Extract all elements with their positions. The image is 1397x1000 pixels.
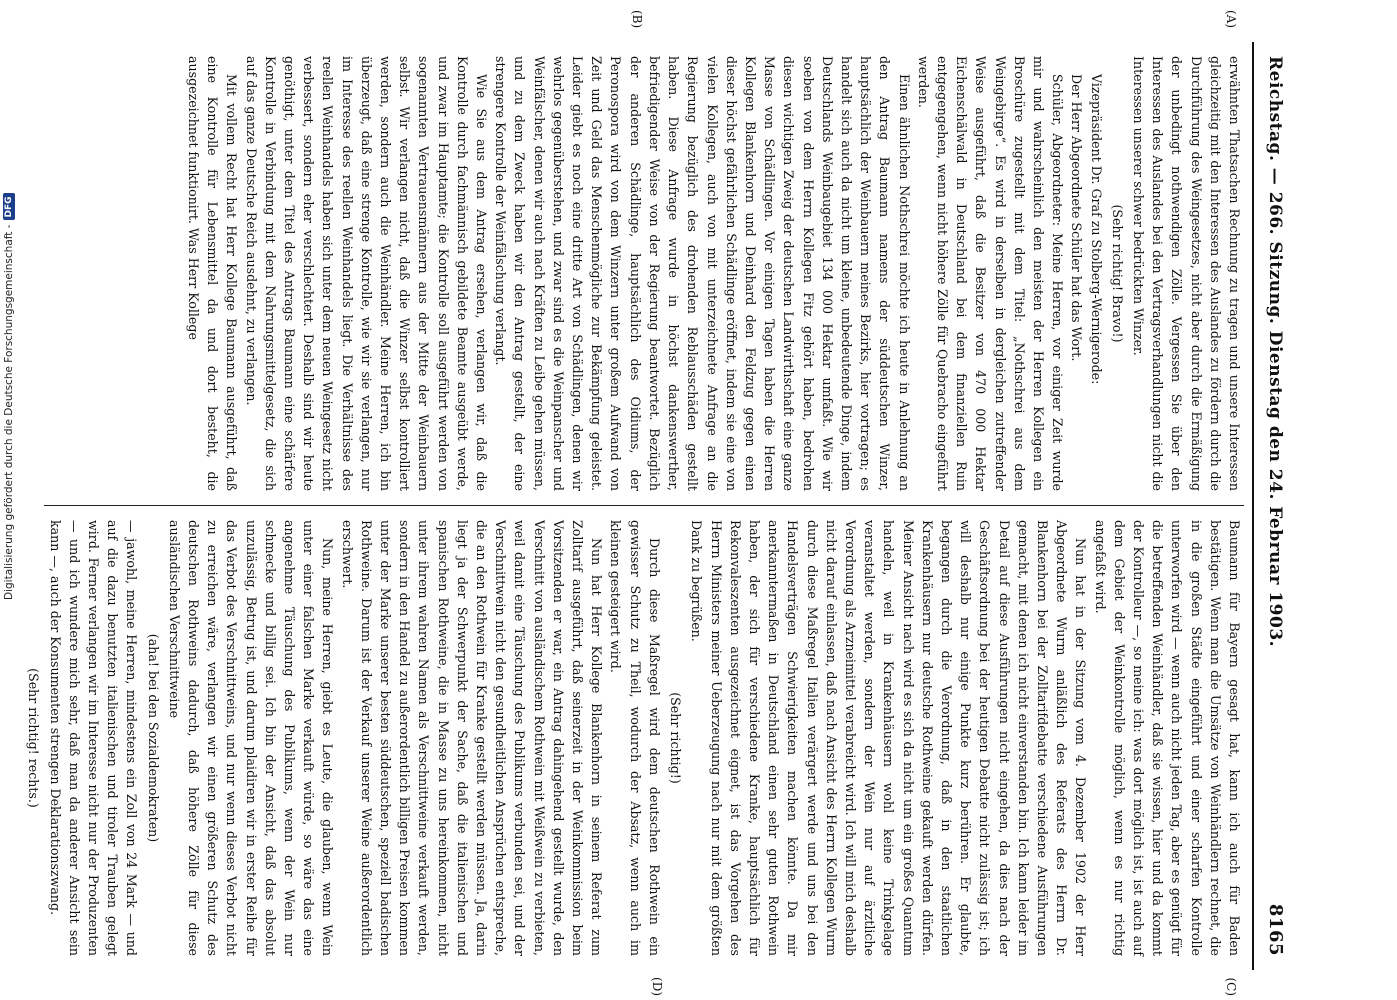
credit-text: Digitalisierung gefördert durch die Deutsche Forschungsgemeinschaft - [3, 224, 15, 600]
paragraph: Wie Sie aus dem Antrag ersehen, verlangen wir, daß die Kontrolle durch fachmännisch gebildete Beamte ausgeübt werde, und zwar im Hauptamte; die Kontrolle soll ausgeführt werden von sogenannten Vertrauensmännern aus der Mitte der Weinbauern selbst. Wir verlangen nicht, daß die Winzer selbst kontrolliert werden, sondern auch die Weinhändler. Meine Herren, ich bin überzeugt, daß eine strenge Kontrolle, wie wir sie verlangen, nur im Interesse des reellen Weinhandels liegt. Die Verhältnisse des reellen Weinhandels haben sich unter dem neuen Weingesetz nicht verbessert, sondern eher verschlechtert. Deshalb sind wir heute genöthigt, unter dem Titel des Antrags Baumann eine schärfere Kontrolle in Verbindung mit dem Nahrungsmittelgesetz, die sich auf das ganze Deutsche Reich ausdehnt, zu verlangen. [243, 56, 490, 491]
applause: (Sehr richtig! Bravo!) [1109, 204, 1125, 343]
applause: (Sehr richtig!) [668, 692, 684, 784]
paragraph: Der Herr Abgeordnete Schüler hat das Wort. [1069, 74, 1085, 362]
paragraph: Nun hat in der Sitzung vom 4. Dezember 1902 der Herr Abgeordnete Wurm anläßlich des Referats des Herrn Dr. Blankenhorn bei der Zolltarifdebatte verschiedene Ausführungen gemacht, mit denen ich nicht einverstanden bin. Ich kann leider im Detail auf diese Ausführungen nicht eingehen, da dies nach der Geschäftsordnung bei der heutigen Debatte nicht zulässig ist; ich will deshalb nur einige Punkte kurz berühren. Er glaubte, begangen durch die Verordnung, daß in den staatlichen Krankenhäusern nur deutsche Rothweine gekauft werden dürfen. Meiner Ansicht nach wird es sich da nicht um ein großes Quantum handeln, weil in Krankenhäusern wohl keine Trinkgelage veranstaltet werden, sondern der Wein nur auf ärztliche Verordnung als Arzneimittel verabreicht wird. Ich will mich deshalb nicht darauf einlassen, daß nach Ansicht des Herrn Kollegen Wurm durch diese Maßregel Italien verärgert werde und uns bei den Handelsverträgen Schwierigkeiten machen könnte. Da mir anerkanntermaßen in Deutschland einen sehr guten Rothwein haben, der sich für verschiedene Kranke, hauptsächlich für Rekonvaleszenten ausgezeichnet eignet, ist das Vorgehen des Herrn Ministers meiner Ueberzeugung nach nur mit dem größten Dank zu begrüßen. [689, 520, 1089, 956]
interjection: (aha! bei den Sozialdemokraten) [145, 633, 161, 843]
header-title: Reichstag. — 266. Sitzung. Dienstag den 24. Februar 1903. [1265, 56, 1285, 648]
paragraph: Einen ähnlichen Nothschrei möchte ich heute in Anlehnung an den Antrag Baumann namens der süddeutschen Winzer, hauptsächlich der Weinbauern meines Bezirks, hier vortragen; es handelt sich auch da nicht um kleine, unbedeutende Dinge, indem Deutschlands Weinbaugebiet 134 000 Hektar umfaßt. Wie wir soeben von dem Herrn Kollegen Fitz gehört haben, bedrohen diesen wichtigen Zweig der deutschen Landwirthschaft eine ganze Masse von Schädlingen. Vor einigen Tagen haben die Herren Kollegen Blankenhorn und Deinhard den Feldzug gegen einen dieser höchst gefährlichen Schädlinge eröffnet, indem sie eine von vielen Kollegen, auch von mit unterzeichnete Anfrage an die Regierung bezüglich des drohenden Reblausschäden gestellt haben. Diese Anfrage wurde in höchst dankenswerther, befriedigender Weise von der Regierung beantwortet. Bezüglich der anderen Schädlinge, hauptsächlich des Oidiums, der Peronospora wird von dem Winzern unter großem Aufwand von Zeit und Geld das Menschenmögliche zur Bekämpfung geleistet. Leider giebt es noch eine dritte Art von Schädlingen, denen wir wehrlos gegenüberstehen, und zwar sind es die Weinpanscher und Weinfälscher, denen wir auch nach Kräften zu Leibe gehen müssen, und zu dem Zweck haben wir den Antrag gestellt, der eine strengere Kontrolle der Weinfälschung verlangt. [493, 56, 912, 491]
margin-marker-c: (C) [1224, 977, 1238, 996]
scanned-page [10, 0, 1300, 1000]
paragraph: erwähnten Thatsachen Rechnung zu tragen und unsere Interessen gleichzeitig mit den Interessen des Auslandes zu fördern durch die Durchführung des Weingesetzes, nicht aber durch die Ermäßigung der unbedingt nothwendigen Zölle. Vergessen Sie über den Interessen des Auslandes bei den Vertragsverhandlungen nicht die Interessen unserer schwer bedrückten Winzer. [1130, 56, 1242, 491]
left-column [44, 42, 1244, 506]
paragraph: — jawohl, meine Herren, mindestens ein Zoll von 24 Mark — und auf die dazu benutzten italienischen und tiroler Trauben gelegt wird. Ferner verlangen wir im Interesse nicht nur der Produzenten — und ich wundere mich sehr, daß man da anderer Ansicht sein kann —, auch der Konsumenten strengen Deklarationszwang. [47, 520, 140, 956]
paragraph: Nun hat Herr Kollege Blankenhorn in seinem Referat zum Zolltarif ausgeführt, daß seinerzeit in der Weinkommission beim Vorsitzenden er war, ein Antrag dahingehend gestellt wurde, den Verschnitt von ausländischem Rothwein mit Weißwein zu verbieten, weil damit eine Täuschung des Publikums verbunden sei, und der Verschnittwein nicht den gesundheitlichen Ansprüchen entspreche, die an den Rothwein für Kranke gestellt werden müssen. Ja, darin liegt ja der Schwerpunkt der Sache, daß die italienischen und spanischen Rothweine, die in Masse zu uns hereinkommen, nicht unter ihrem wahren Namen als Verschnittweine verkauft werden, sondern in den Handel zu außerordentlich billigen Preisen kommen unter der Marke unserer besten süddeutschen, speziell badischen Rothweine. Darum ist der Verkauf unserer Weine außerordentlich erschwert. [339, 520, 605, 956]
right-column [26, 506, 1244, 970]
speaker-line: Vizepräsident Dr. Graf zu Stolberg-Wernigerode: [1088, 74, 1104, 385]
page-header [1252, 42, 1286, 970]
paragraph: Mit vollem Recht hat Herr Kollege Baumann ausgeführt, daß eine Kontrolle für Lebensmittel da und dort besteht, die ausgezeichnet funktionirt. Was Herr Kollege [186, 56, 240, 491]
margin-marker-b: (B) [630, 10, 644, 29]
page-number: 8165 [1265, 903, 1286, 956]
margin-marker-d: (D) [650, 977, 664, 996]
margin-marker-a: (A) [1224, 10, 1238, 29]
paragraph: Baumann für Bayern gesagt hat, kann ich auch für Baden bestätigen. Wenn man die Umsätze von Weinhändlern rechnet, die in die großen Städte eingeführt und einer scharfen Kontrolle unterworfen wird — wenn auch nicht jeden Tag, aber es genügt für die betreffenden Weinhändler, daß sie wissen, hier und da kommt der Kontrolleur —, so meine ich: was dort möglich ist, ist auch auf dem Gebiet der Weinkontrolle möglich, wenn es nur richtig angefaßt wird. [1092, 520, 1242, 956]
dfg-logo: DFG [3, 193, 15, 220]
applause: (Sehr richtig! rechts.) [26, 668, 42, 808]
paragraph: Schüler, Abgeordneter: Meine Herren, vor einiger Zeit wurde mir und wahrscheinlich den meisten der Herren Kollegen ein Broschüre zugestellt mit dem Titel: „Nothschrei aus dem Weingebirge“. Es wird in derselben in dergleichen zutreffender Weise ausgeführt, daß die Besitzer von 470 000 Hektar Eichenschälwald in Deutschland bei dem finanziellen Ruin entgegengehen, wenn nicht höhere Zölle für Quebracho eingeführt werden. [915, 56, 1066, 491]
text-columns [26, 10, 1244, 996]
paragraph: Nun, meine Herren, giebt es Leute, die glauben, wenn Wein unter einer falschen Marke verkauft würde, so wäre das eine angenehme Täuschung des Publikums, wenn der Wein nur schmecke und billig sei. Ich bin der Ansicht, daß das absolut unzulässig, Betrug ist, und darum plaidiren wir in erster Reihe für das Verbot des Verschnittweins, und nur wenn dieses Verbot nicht zu erreichen wäre, verlangen wir einen größeren Schutz des deutschen Rothweins dadurch, daß höhere Zölle für diese ausländischen Verschnittweine [166, 520, 336, 956]
paragraph: Durch diese Maßregel wird dem deutschen Rothwein ein gewisser Schutz zu Theil, wodurch der Absatz, wenn auch im kleinen gesteigert wird. [608, 520, 662, 956]
